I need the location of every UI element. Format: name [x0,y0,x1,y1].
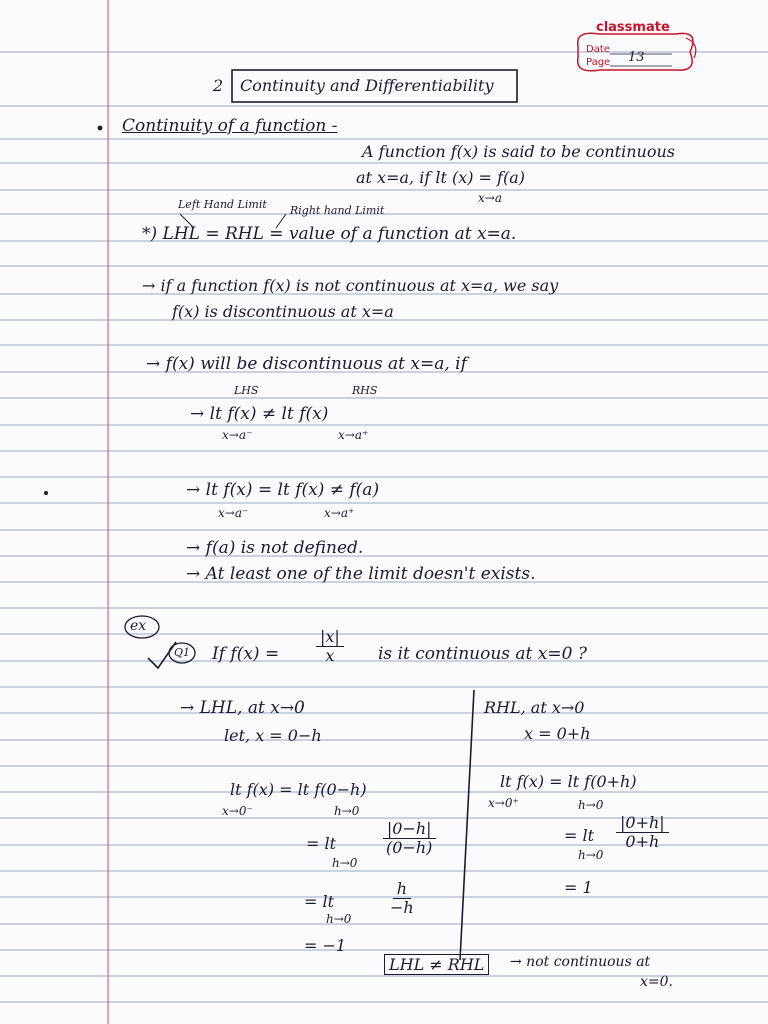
rhl-step-2-fraction [616,814,669,852]
lhl-step-3-sub: h→0 [326,912,352,926]
discontinuity-line-2: f(x) is discontinuous at x=a [172,302,394,321]
lhl-substitution: let, x = 0−h [224,726,322,745]
conclusion-line-2: x=0. [640,974,673,990]
definition-line-1: A function f(x) is said to be continuous [362,142,675,161]
question-prefix: If f(x) = [212,644,280,664]
rhs-label: RHS [352,384,378,397]
lhl-step-2-fraction [382,820,436,858]
rhl-substitution: x = 0+h [524,724,591,743]
lhl-step-2-num: |0−h| [383,820,436,839]
lhl-step-2-sub: h→0 [332,856,358,870]
lhs-label: LHS [234,384,259,397]
discontinuous-if: → f(x) will be discontinuous at x=a, if [146,354,467,374]
question-fraction [316,628,344,666]
page-number: 13 [628,50,645,65]
section-heading: Continuity of a function - [122,116,338,136]
conclusion-box: LHL ≠ RHL [384,954,489,975]
rhl-step-1-sub-right: h→0 [578,798,604,812]
chapter-title: Continuity and Differentiability [240,76,494,95]
question-fraction-num: |x| [316,628,344,647]
lhl-result: = −1 [304,936,347,955]
lhl-step-1-sub-right: h→0 [334,804,360,818]
rhl-step-2-num: |0+h| [616,814,669,833]
conclusion-line-1: → not continuous at [510,954,651,970]
lhl-step-3-den: −h [390,898,414,918]
question-number: Q1 [174,646,191,659]
condition-3: → f(a) is not defined. [186,538,364,558]
lhl-step-3-num: h [393,880,411,899]
rhl-annotation: Right hand Limit [290,204,385,217]
example-tag: ex [130,618,147,634]
lhl-step-1: lt f(x) = lt f(0−h) [230,780,367,799]
page-label: Page [586,57,611,68]
condition-2-sub-left: x→a⁻ [218,506,249,520]
lhl-step-2-den: (0−h) [386,838,433,858]
rhl-heading: RHL, at x→0 [484,698,585,717]
question-fraction-den: x [325,646,335,666]
question-suffix: is it continuous at x=0 ? [378,644,587,664]
lhl-step-3-fraction [386,880,418,918]
chapter-number: 2 [213,76,224,95]
lhl-annotation: Left Hand Limit [178,198,267,211]
condition-1: → lt f(x) ≠ lt f(x) [190,404,329,424]
definition-limit-sub: x→a [478,191,502,205]
rhl-step-1-sub-left: x→0⁺ [488,796,519,810]
definition-line-2: at x=a, if lt (x) = f(a) [356,168,525,187]
date-label: Date [586,44,610,55]
condition-1-sub-right: x→a⁺ [338,428,369,442]
lhl-step-1-sub-left: x→0⁻ [222,804,253,818]
lhl-step-2-prefix: = lt [306,834,337,853]
rhl-step-2-sub: h→0 [578,848,604,862]
discontinuity-line-1: → if a function f(x) is not continuous at x=a, we say [142,276,559,295]
rhl-step-2-prefix: = lt [564,826,595,845]
continuity-rule: *) LHL = RHL = value of a function at x=a. [142,224,517,244]
rhl-step-1: lt f(x) = lt f(0+h) [500,772,637,791]
condition-1-sub-left: x→a⁻ [222,428,253,442]
brand-logo-text: classmate [596,20,670,35]
condition-4: → At least one of the limit doesn't exists. [186,564,536,584]
lhl-step-3-prefix: = lt [304,892,335,911]
rhl-result: = 1 [564,878,593,897]
rhl-step-2-den: 0+h [625,832,660,852]
condition-2-sub-right: x→a⁺ [324,506,355,520]
condition-2: → lt f(x) = lt f(x) ≠ f(a) [186,480,380,500]
lhl-heading: → LHL, at x→0 [180,698,305,718]
